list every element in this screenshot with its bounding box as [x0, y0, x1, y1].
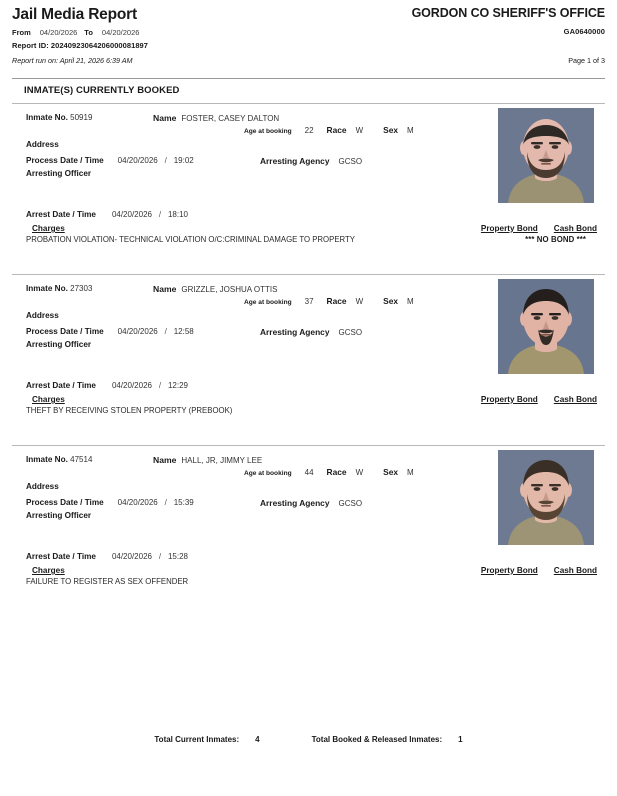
arresting-agency: [260, 156, 362, 166]
inmate-number: [26, 284, 92, 293]
inmate-no-value: 27303: [70, 284, 93, 293]
total-current-value: 4: [255, 735, 260, 744]
sex-label: Sex: [383, 125, 399, 135]
arrest-separator: /: [158, 552, 162, 561]
age-value: 22: [304, 126, 314, 135]
process-date-value: 04/20/2026: [117, 156, 158, 165]
to-value: 04/20/2026: [101, 28, 140, 37]
section-heading: INMATE(S) CURRENTLY BOOKED: [24, 85, 180, 96]
process-time-value: 12:58: [173, 327, 194, 336]
from-value: 04/20/2026: [39, 28, 78, 37]
address-label: Address: [26, 482, 59, 491]
process-date-time: [26, 327, 194, 336]
process-time-value: 19:02: [173, 156, 194, 165]
property-bond-label: Property Bond: [480, 566, 538, 575]
arresting-agency-value: GCSO: [338, 157, 363, 166]
age-value: 44: [304, 468, 314, 477]
cash-bond-label: Cash Bond: [553, 224, 597, 233]
total-current-label: Total Current Inmates:: [154, 735, 240, 744]
process-separator: /: [164, 498, 167, 507]
arrest-label: Arrest Date / Time: [26, 381, 96, 390]
arrest-date-value: 04/20/2026: [111, 210, 152, 219]
mugshot-portrait-icon: [498, 279, 594, 374]
total-booked-released-value: 1: [458, 735, 463, 744]
arrest-date-time: [26, 552, 188, 561]
report-run-line: [12, 56, 605, 65]
inmate-no-value: 50919: [70, 113, 93, 122]
arresting-agency-label: Arresting Agency: [260, 156, 330, 166]
name-value: FOSTER, CASEY DALTON: [181, 114, 280, 123]
sex-value: M: [407, 297, 414, 306]
sex-value: M: [407, 468, 414, 477]
process-date-time: [26, 156, 194, 165]
inmate-no-value: 47514: [70, 455, 93, 464]
process-separator: /: [164, 156, 167, 165]
race-value: W: [355, 126, 364, 135]
inmate-address: [26, 311, 73, 320]
mugshot-portrait-icon: [498, 450, 594, 545]
arresting-agency-value: GCSO: [338, 328, 363, 337]
agency-block: [412, 6, 605, 36]
inmate-mugshot: [498, 450, 594, 545]
charges-header: Charges: [32, 395, 65, 404]
inmate-demographics: [244, 296, 414, 306]
process-time-value: 15:39: [173, 498, 194, 507]
arrest-date-value: 04/20/2026: [111, 381, 152, 390]
age-label: Age at booking: [244, 128, 292, 135]
name-label: Name: [153, 113, 177, 123]
cash-bond-label: Cash Bond: [553, 566, 597, 575]
process-date-value: 04/20/2026: [117, 498, 158, 507]
race-label: Race: [326, 467, 347, 477]
charge-description: FAILURE TO REGISTER AS SEX OFFENDER: [26, 577, 189, 586]
inmate-demographics: [244, 467, 414, 477]
bond-column-headers: [481, 395, 597, 404]
arrest-label: Arrest Date / Time: [26, 552, 96, 561]
arresting-officer: [26, 340, 105, 349]
race-label: Race: [326, 125, 347, 135]
age-label: Age at booking: [244, 299, 292, 306]
arrest-label: Arrest Date / Time: [26, 210, 96, 219]
race-value: W: [355, 468, 364, 477]
arrest-date-time: [26, 381, 188, 390]
total-booked-released-label: Total Booked & Released Inmates:: [311, 735, 443, 744]
sex-label: Sex: [383, 296, 399, 306]
from-label: From: [12, 28, 31, 37]
sex-value: M: [407, 126, 414, 135]
bond-column-headers: [481, 224, 597, 233]
process-date-value: 04/20/2026: [117, 327, 158, 336]
report-header: [12, 0, 605, 78]
report-id-label: Report ID:: [12, 41, 49, 50]
arresting-officer-label: Arresting Officer: [26, 340, 92, 349]
page-indicator: Page 1 of 3: [568, 56, 605, 65]
agency-code: GA0640000: [563, 27, 605, 36]
arresting-agency-label: Arresting Agency: [260, 498, 330, 508]
run-on-label: Report run on:: [12, 56, 58, 65]
inmate-record: [12, 275, 605, 445]
report-id: [12, 41, 148, 50]
bond-column-headers: [481, 566, 597, 575]
age-value: 37: [304, 297, 314, 306]
inmate-name: [153, 455, 262, 465]
inmate-no-label: Inmate No.: [26, 455, 68, 464]
inmate-no-label: Inmate No.: [26, 113, 68, 122]
race-label: Race: [326, 296, 347, 306]
arresting-officer: [26, 169, 105, 178]
process-label: Process Date / Time: [26, 498, 104, 507]
run-on-value: April 21, 2026 6:39 AM: [59, 56, 133, 65]
arresting-agency: [260, 327, 362, 337]
footer-totals: [0, 735, 617, 744]
arrest-separator: /: [158, 381, 162, 390]
mugshot-portrait-icon: [498, 108, 594, 203]
arresting-officer-label: Arresting Officer: [26, 169, 92, 178]
address-label: Address: [26, 140, 59, 149]
arresting-officer-label: Arresting Officer: [26, 511, 92, 520]
process-label: Process Date / Time: [26, 156, 104, 165]
inmate-mugshot: [498, 279, 594, 374]
agency-name: GORDON CO SHERIFF'S OFFICE: [411, 6, 605, 20]
inmate-number: [26, 113, 92, 122]
name-label: Name: [153, 455, 177, 465]
property-bond-label: Property Bond: [480, 224, 538, 233]
charge-description: PROBATION VIOLATION- TECHNICAL VIOLATION O/C:CRIMINAL DAMAGE TO PROPERTY: [26, 235, 355, 244]
inmate-demographics: [244, 125, 414, 135]
arrest-date-time: [26, 210, 188, 219]
name-value: HALL, JR, JIMMY LEE: [181, 456, 263, 465]
report-id-value: 20240923064206000081897: [50, 41, 148, 50]
arrest-separator: /: [158, 210, 162, 219]
sex-label: Sex: [383, 467, 399, 477]
address-label: Address: [26, 311, 59, 320]
age-label: Age at booking: [244, 470, 292, 477]
to-label: To: [84, 28, 93, 37]
process-date-time: [26, 498, 194, 507]
bond-amount: *** NO BOND ***: [525, 235, 586, 244]
page-title: Jail Media Report: [12, 6, 137, 23]
arrest-time-value: 12:29: [167, 381, 189, 390]
name-label: Name: [153, 284, 177, 294]
inmate-name: [153, 284, 277, 294]
arrest-time-value: 15:28: [167, 552, 189, 561]
charges-header: Charges: [32, 224, 65, 233]
arrest-time-value: 18:10: [167, 210, 189, 219]
inmate-number: [26, 455, 92, 464]
name-value: GRIZZLE, JOSHUA OTTIS: [181, 285, 278, 294]
arrest-date-value: 04/20/2026: [111, 552, 152, 561]
arresting-agency-label: Arresting Agency: [260, 327, 330, 337]
inmate-name: [153, 113, 279, 123]
process-separator: /: [164, 327, 167, 336]
arresting-agency: [260, 498, 362, 508]
race-value: W: [355, 297, 364, 306]
charge-description: THEFT BY RECEIVING STOLEN PROPERTY (PREBOOK): [26, 406, 233, 415]
cash-bond-label: Cash Bond: [553, 395, 597, 404]
inmate-record: [12, 446, 605, 616]
inmate-address: [26, 140, 73, 149]
inmate-address: [26, 482, 73, 491]
inmate-record: [12, 104, 605, 274]
arresting-agency-value: GCSO: [338, 499, 363, 508]
inmate-records-list: [12, 104, 605, 616]
charges-header: Charges: [32, 566, 65, 575]
inmate-mugshot: [498, 108, 594, 203]
property-bond-label: Property Bond: [480, 395, 538, 404]
inmate-no-label: Inmate No.: [26, 284, 68, 293]
process-label: Process Date / Time: [26, 327, 104, 336]
arresting-officer: [26, 511, 105, 520]
